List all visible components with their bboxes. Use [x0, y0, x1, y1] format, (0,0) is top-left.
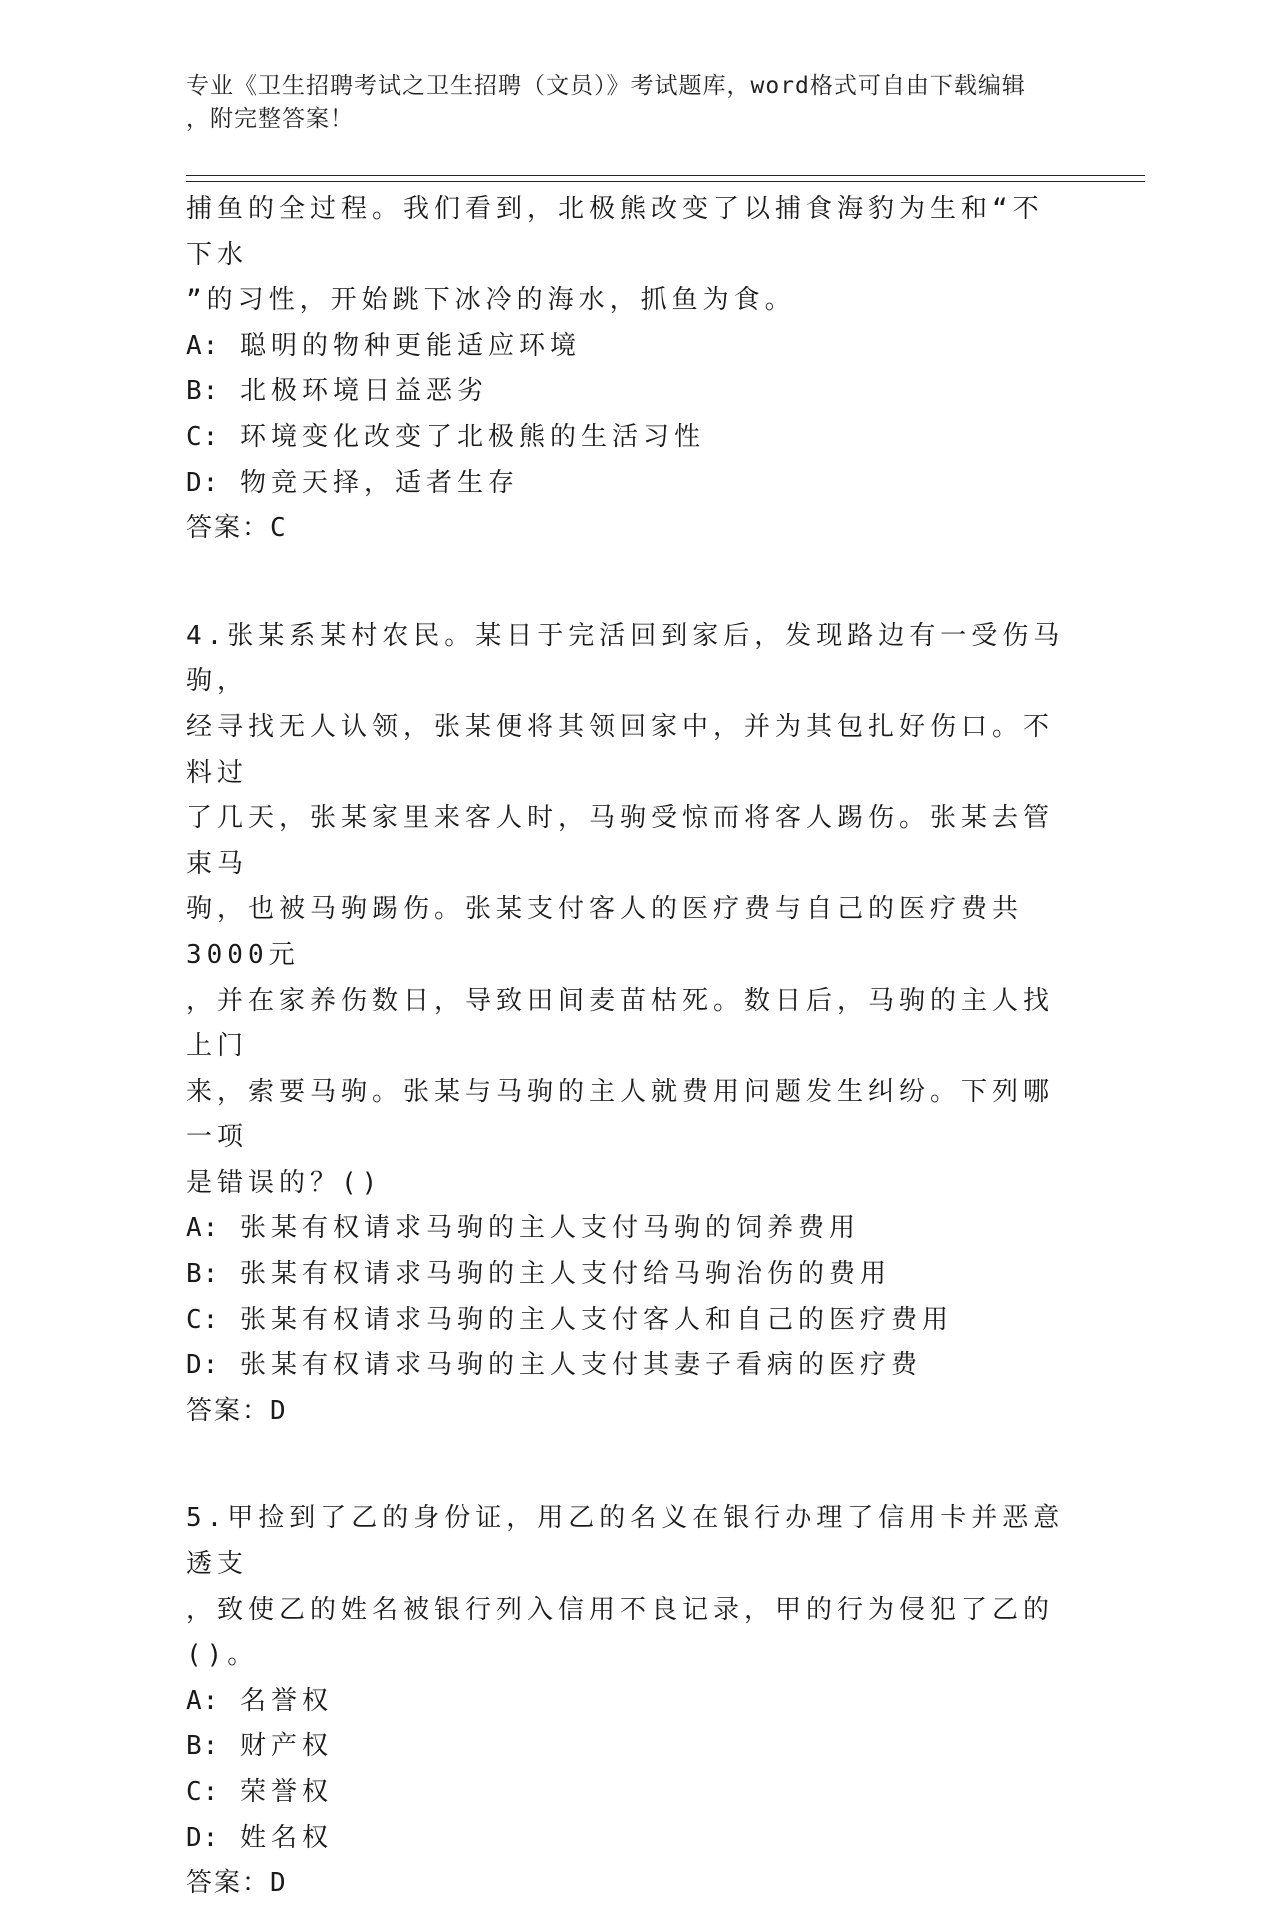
question-3: [186, 187, 1066, 552]
question-3-answer: 答案：C: [186, 513, 288, 544]
option-text: 张某有权请求马驹的主人支付给马驹治伤的费用: [239, 1259, 891, 1290]
option-text: 物竞天择，适者生存: [239, 467, 519, 498]
option-letter: A:: [186, 1685, 220, 1716]
header-divider-bottom: [186, 181, 1145, 182]
question-3-option-a: [186, 324, 1066, 370]
question-3-option-b: [186, 369, 1066, 415]
option-text: 荣誉权: [239, 1777, 333, 1807]
question-5: [186, 1496, 1066, 1906]
option-text: 张某有权请求马驹的主人支付马驹的饲养费用: [239, 1213, 860, 1244]
spacer: [186, 1434, 1066, 1496]
question-5-answer: 答案：D: [186, 1868, 288, 1899]
option-text: 张某有权请求马驹的主人支付客人和自己的医疗费用: [239, 1304, 953, 1335]
spacer: [186, 552, 1066, 614]
option-letter: A:: [186, 330, 220, 361]
option-letter: B:: [186, 1731, 220, 1762]
option-text: 名誉权: [239, 1685, 333, 1716]
option-text: 财产权: [239, 1731, 333, 1762]
question-4-option-c: [186, 1298, 1066, 1344]
question-3-option-c: [186, 415, 1066, 461]
question-5-option-a: [186, 1679, 1066, 1725]
question-4-option-b: [186, 1252, 1066, 1298]
question-4-stem: 4.张某系某村农民。某日于完活回到家后，发现路边有一受伤马驹， 经寻找无人认领，张某便将其领回家中，并为其包扎好伤口。不料过 了几天，张某家里来客人时，马驹受惊而将客人踢伤。张某去管束马 驹，也被马驹踢伤。张某支付客人的医疗费与自己的医疗费共3000元 ，并在家养伤数日，导致田间麦苗枯死。数日后，马驹的主人找上门 来，索要马驹。张某与马驹的主人就费用问题发生纠纷。下列哪一项 是错误的？(): [186, 620, 1065, 1198]
option-letter: B:: [186, 1259, 220, 1290]
option-text: 张某有权请求马驹的主人支付其妻子看病的医疗费: [239, 1350, 922, 1381]
question-4: [186, 614, 1066, 1435]
option-letter: B:: [186, 376, 220, 407]
header-line-1: 专业《卫生招聘考试之卫生招聘（文员）》考试题库，word格式可自由下载编辑: [186, 73, 1026, 99]
document-header: [186, 70, 1056, 136]
header-line-2: ，附完整答案！: [186, 106, 354, 132]
header-divider-top: [186, 175, 1145, 176]
option-letter: C:: [186, 1304, 220, 1335]
question-5-option-d: [186, 1816, 1066, 1862]
question-3-stem: 捕鱼的全过程。我们看到，北极熊改变了以捕食海豹为生和“不下水 ”的习性，开始跳下冰冷的海水，抓鱼为食。: [186, 194, 1044, 316]
option-letter: C:: [186, 421, 220, 452]
question-5-option-b: [186, 1724, 1066, 1770]
option-letter: C:: [186, 1777, 220, 1807]
option-text: 环境变化改变了北极熊的生活习性: [239, 421, 705, 452]
option-letter: D:: [186, 467, 220, 498]
option-text: 姓名权: [239, 1822, 333, 1853]
question-4-option-d: [186, 1343, 1066, 1389]
option-text: 聪明的物种更能适应环境: [239, 330, 581, 361]
option-letter: A:: [186, 1213, 220, 1244]
question-3-option-d: [186, 461, 1066, 507]
option-letter: D:: [186, 1822, 220, 1853]
question-4-answer: 答案：D: [186, 1395, 288, 1426]
document-body: [186, 187, 1066, 1907]
question-5-stem: 5.甲捡到了乙的身份证，用乙的名义在银行办理了信用卡并恶意透支 ，致使乙的姓名被银行列入信用不良记录，甲的行为侵犯了乙的()。: [186, 1503, 1065, 1671]
option-text: 北极环境日益恶劣: [239, 376, 488, 407]
option-letter: D:: [186, 1350, 220, 1381]
question-5-option-c: [186, 1770, 1066, 1816]
question-4-option-a: [186, 1206, 1066, 1252]
